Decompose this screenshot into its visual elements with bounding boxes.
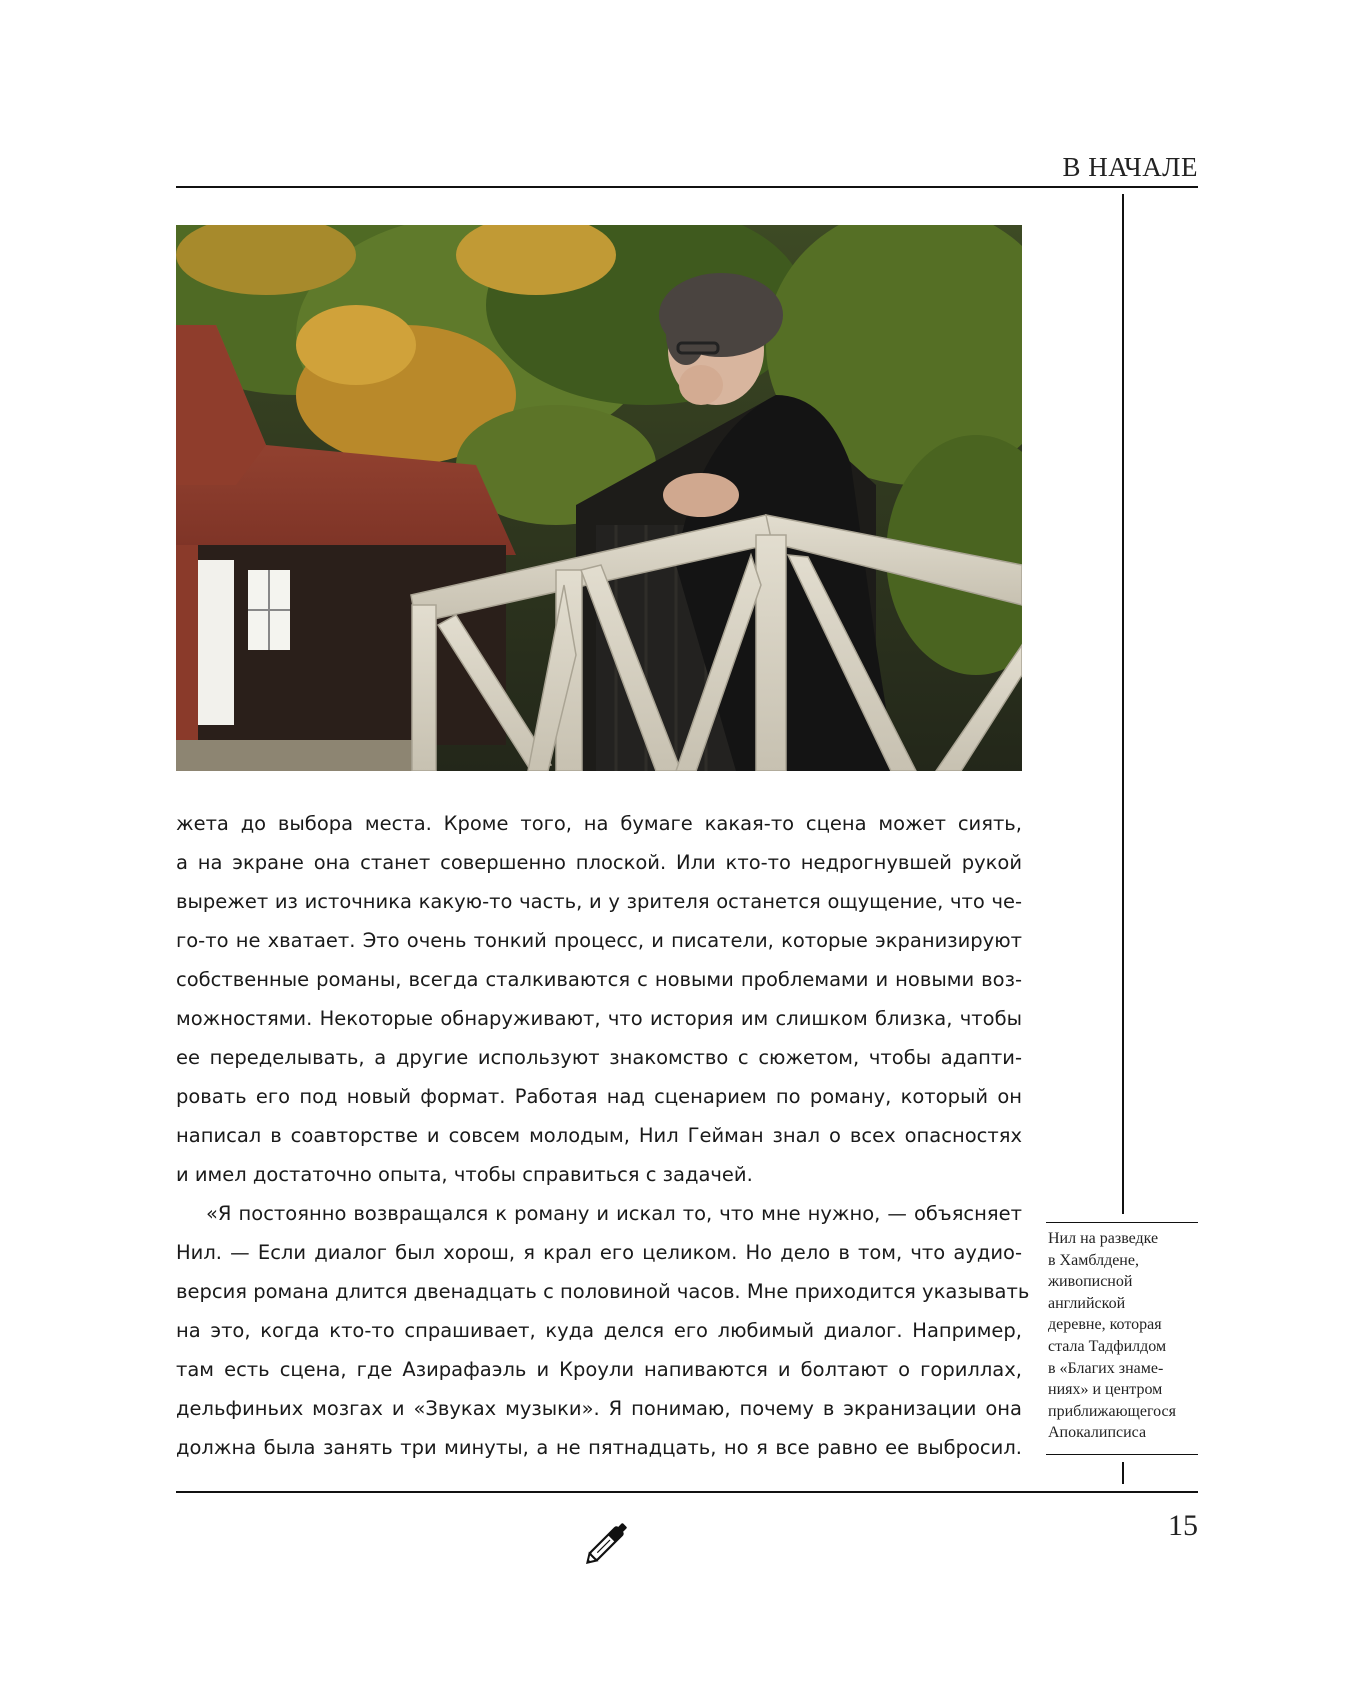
caption-line: деревне, которая xyxy=(1048,1316,1162,1334)
caption-line: живописной xyxy=(1048,1273,1133,1291)
pen-icon xyxy=(582,1512,638,1568)
caption-rule-bottom xyxy=(1046,1454,1198,1455)
caption-line: в Хамблдене, xyxy=(1048,1251,1139,1269)
caption-line: в «Благих знаме- xyxy=(1048,1359,1164,1377)
caption-line: приближающегося xyxy=(1048,1402,1176,1420)
body-line: дельфиньих мозгах и «Звуках музыки». Я понимаю, почему в экранизации она xyxy=(176,1397,1022,1420)
caption-line: английской xyxy=(1048,1294,1126,1312)
body-line: ровать его под новый формат. Работая над сценарием по роману, который он xyxy=(176,1085,1022,1108)
side-vertical-rule xyxy=(1122,194,1124,1214)
body-line: а на экране она станет совершенно плоской. Или кто-то недрогнувшей рукой xyxy=(176,851,1022,874)
page-number: 15 xyxy=(1168,1509,1198,1542)
caption-rule-top xyxy=(1046,1222,1198,1223)
caption-line: Апокалипсиса xyxy=(1048,1424,1147,1442)
photo-caption xyxy=(1048,1228,1198,1444)
body-line: и имел достаточно опыта, чтобы справиться с задачей. xyxy=(176,1163,753,1186)
body-line: Нил. — Если диалог был хорош, я крал его целиком. Но дело в том, что аудио- xyxy=(176,1241,1022,1264)
body-line: вырежет из источника какую-то часть, и у зрителя останется ощущение, что че- xyxy=(176,890,1022,913)
body-line: го-то не хватает. Это очень тонкий процесс, и писатели, которые экранизируют xyxy=(176,929,1022,952)
body-line: собственные романы, всегда сталкиваются с новыми проблемами и новыми воз- xyxy=(176,968,1022,991)
caption-line: стала Тадфилдом xyxy=(1048,1337,1167,1355)
body-line: жета до выбора места. Кроме того, на бумаге какая-то сцена может сиять, xyxy=(176,812,1022,835)
body-line: «Я постоянно возвращался к роману и искал то, что мне нужно, — объясняет xyxy=(206,1202,1022,1225)
body-line: должна была занять три минуты, а не пятнадцать, но я все равно ее выбросил. xyxy=(176,1436,1022,1459)
side-vertical-rule-short xyxy=(1122,1462,1124,1484)
caption-line: Нил на разведке xyxy=(1048,1230,1159,1247)
body-text xyxy=(176,804,1030,1467)
footer-rule xyxy=(176,1491,1198,1493)
body-line: написал в соавторстве и совсем молодым, Нил Гейман знал о всех опасностях xyxy=(176,1124,1022,1147)
section-title: В НАЧАЛЕ xyxy=(1062,152,1198,182)
caption-line: ниях» и центром xyxy=(1048,1381,1163,1399)
body-line: ее переделывать, а другие используют знакомство с сюжетом, чтобы адапти- xyxy=(176,1046,1022,1069)
photo-neil-on-bridge xyxy=(176,225,1022,771)
header-rule xyxy=(176,186,1198,188)
body-line: версия романа длится двенадцать с половиной часов. Мне приходится указывать xyxy=(176,1280,1030,1303)
body-line: на это, когда кто-то спрашивает, куда делся его любимый диалог. Например, xyxy=(176,1319,1022,1342)
body-line: можностями. Некоторые обнаруживают, что история им слишком близка, чтобы xyxy=(176,1007,1022,1030)
body-line: там есть сцена, где Азирафаэль и Кроули напиваются и болтают о гориллах, xyxy=(176,1358,1022,1381)
